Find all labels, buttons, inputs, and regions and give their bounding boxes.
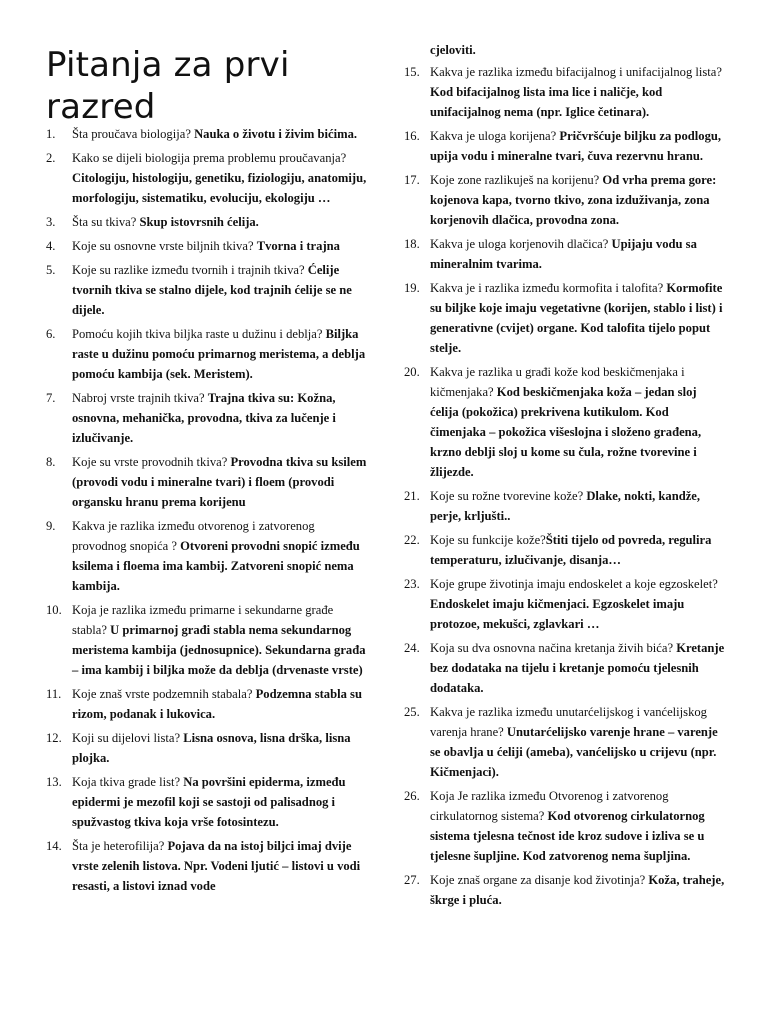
question-text: Koji su dijelovi lista? — [72, 731, 184, 745]
question-text: Koje znaš organe za disanje kod životinja? — [430, 873, 649, 887]
answer-text: Provodna tkiva su ksilem (provodi vodu i mineralne tvari) i floem (provodi organsku hranu prema korijenu — [72, 455, 367, 509]
question-number: 14. — [46, 839, 62, 853]
question-item — [404, 362, 726, 482]
question-text: Koje su vrste provodnih tkiva? — [72, 455, 231, 469]
question-item — [404, 870, 726, 910]
question-item — [404, 638, 726, 698]
answer-text: Kod otvorenog cirkulatornog sistema tjelesna tečnost ide kroz sudove i izliva se u tjelesne šupljine. Kod zatvorenog nema šupljina. — [430, 809, 705, 863]
question-item — [404, 170, 726, 230]
question-item — [46, 600, 368, 680]
question-number: 6. — [46, 327, 56, 341]
answer-text: Unutarćelijsko varenje hrane – varenje se obavlja u ćeliji (ameba), vanćelijsko u crijevu (npr. Kičmenjaci). — [430, 725, 718, 779]
question-number: 8. — [46, 455, 56, 469]
question-text: Kakva je razlika u građi kože kod beskičmenjaka i kičmenjaka? — [430, 365, 685, 399]
question-text: Koje su razlike između tvornih i trajnih tkiva? — [72, 263, 308, 277]
question-item — [46, 236, 368, 256]
question-text: Pomoću kojih tkiva biljka raste u dužinu i deblja? — [72, 327, 326, 341]
question-number: 26. — [404, 789, 420, 803]
question-number: 4. — [46, 239, 56, 253]
question-number: 24. — [404, 641, 420, 655]
question-text: Koje grupe životinja imaju endoskelet a koje egzoskelet? — [430, 577, 718, 591]
question-text: Kakva je uloga korjenovih dlačica? — [430, 237, 612, 251]
question-text: Koje su funkcije kože? — [430, 533, 546, 547]
question-text: Koje znaš vrste podzemnih stabala? — [72, 687, 256, 701]
question-item — [404, 574, 726, 634]
question-item — [404, 278, 726, 358]
question-item — [404, 234, 726, 274]
answer-text: Otvoreni provodni snopić između ksilema i floema ima kambij. Zatvoreni snopić nema kambija. — [72, 539, 360, 593]
question-number: 25. — [404, 705, 420, 719]
question-text: Koje su osnovne vrste biljnih tkiva? — [72, 239, 257, 253]
question-number: 18. — [404, 237, 420, 251]
question-text: Šta je heterofilija? — [72, 839, 168, 853]
question-number: 9. — [46, 519, 56, 533]
question-item — [404, 486, 726, 526]
question-number: 2. — [46, 151, 56, 165]
question-text: Koja je razlika između primarne i sekundarne građe stabla? — [72, 603, 334, 637]
question-item — [404, 702, 726, 782]
question-item — [404, 126, 726, 166]
answer-text: Biljka raste u dužinu pomoću primarnog meristema, a deblja pomoću kambija (sek. Meristem). — [72, 327, 366, 381]
question-number: 17. — [404, 173, 420, 187]
continuation-text: cjeloviti. — [430, 43, 476, 57]
question-item — [46, 728, 368, 768]
answer-text: Skup istovrsnih ćelija. — [139, 215, 259, 229]
question-number: 19. — [404, 281, 420, 295]
question-number: 13. — [46, 775, 62, 789]
answer-text: Kod bifacijalnog lista ima lice i naličje, kod unifacijalnog nema (npr. Iglice četinara). — [430, 85, 663, 119]
question-text: Kakva je uloga korijena? — [430, 129, 560, 143]
question-text: Koje su rožne tvorevine kože? — [430, 489, 587, 503]
question-item — [404, 530, 726, 570]
answer-text: Tvorna i trajna — [256, 239, 340, 253]
question-number: 1. — [46, 127, 56, 141]
question-text: Koja Je razlika između Otvorenog i zatvorenog cirkulatornog sistema? — [430, 789, 669, 823]
question-number: 20. — [404, 365, 420, 379]
question-number: 16. — [404, 129, 420, 143]
question-list-right — [404, 62, 726, 910]
answer-text: Od vrha prema gore: kojenova kapa, tvorno tkivo, zona izduživanja, zona korjenovih dlačica, provodna zona. — [430, 173, 717, 227]
question-item — [46, 124, 368, 144]
answer-text: Štiti tijelo od povreda, regulira temperaturu, izlučivanje, disanja… — [430, 533, 712, 567]
question-text: Kako se dijeli biologija prema problemu proučavanja? — [72, 151, 347, 165]
question-item — [404, 786, 726, 866]
question-item — [46, 836, 368, 896]
question-item — [404, 62, 726, 122]
answer-text: Lisna osnova, lisna drška, lisna plojka. — [72, 731, 351, 765]
right-column — [404, 0, 726, 914]
question-text: Koja tkiva grade list? — [72, 775, 184, 789]
question-item — [46, 324, 368, 384]
answer-text: Nauka o životu i živim bićima. — [194, 127, 358, 141]
answer-text: Pojava da na istoj biljci imaj dvije vrste zelenih listova. Npr. Vodeni ljutić – listovi u vodi resasti, a listovi iznad vode — [72, 839, 361, 893]
answer-text: Podzemna stabla su rizom, podanak i lukovica. — [72, 687, 362, 721]
answer-text: Kormofite su biljke koje imaju vegetativne (korijen, stablo i list) i generativne (cvijet) organe. Kod talofita tijelo poput stelje. — [430, 281, 723, 355]
question-number: 12. — [46, 731, 62, 745]
answer-text: Trajna tkiva su: Kožna, osnovna, mehanička, provodna, tkiva za lučenje i izlučivanje. — [72, 391, 336, 445]
question-number: 5. — [46, 263, 56, 277]
question-number: 11. — [46, 687, 62, 701]
question-number: 10. — [46, 603, 62, 617]
question-item — [46, 516, 368, 596]
answer-text: Koža, traheje, škrge i pluća. — [430, 873, 725, 907]
answer-text: U primarnoj građi stabla nema sekundarnog meristema kambija (jednosupnice). Sekundarna građa – ima kambij i biljka može da deblja (drvenaste vrste) — [72, 623, 366, 677]
answer-text: Kod beskičmenjaka koža – jedan sloj ćelija (pokožica) prekrivena kutikulom. Kod čimenjaka – pokožica višeslojna i složeno građena, krzno deblji sloj u kome su čula, rožne tvorevine i žlijezde. — [430, 385, 702, 479]
question-item — [46, 388, 368, 448]
question-text: Kakva je razlika između bifacijalnog i unifacijalnog lista? — [430, 65, 722, 79]
answer-text: Upijaju vodu sa mineralnim tvarima. — [430, 237, 697, 271]
question-text: Kakva je razlika između unutarćelijskog i vanćelijskog varenja hrane? — [430, 705, 707, 739]
question-item — [46, 452, 368, 512]
question-number: 27. — [404, 873, 420, 887]
answer-text: Ćelije tvornih tkiva se stalno dijele, kod trajnih ćelije se ne dijele. — [72, 263, 352, 317]
left-column — [46, 0, 368, 900]
question-item — [46, 212, 368, 232]
question-number: 15. — [404, 65, 420, 79]
question-number: 7. — [46, 391, 56, 405]
answer-text: Endoskelet imaju kičmenjaci. Egzoskelet imaju protozoe, mekušci, zglavkari … — [430, 597, 685, 631]
answer-text: Pričvršćuje biljku za podlogu, upija vodu i mineralne tvari, čuva rezervnu hranu. — [430, 129, 722, 163]
question-text: Kakva je i razlika između kormofita i talofita? — [430, 281, 667, 295]
question-text: Nabroj vrste trajnih tkiva? — [72, 391, 208, 405]
question-number: 3. — [46, 215, 56, 229]
question-number: 22. — [404, 533, 420, 547]
question-item — [46, 684, 368, 724]
answer-text: Dlake, nokti, kandže, perje, krljušti.. — [430, 489, 701, 523]
question-number: 21. — [404, 489, 420, 503]
answer-text: Citologiju, histologiju, genetiku, fiziologiju, anatomiju, morfologiju, sistematiku, evoluciju, ekologiju … — [72, 171, 367, 205]
question-text: Šta proučava biologija? — [72, 127, 195, 141]
question-item — [46, 772, 368, 832]
question-item — [46, 260, 368, 320]
question-text: Šta su tkiva? — [72, 215, 140, 229]
question-list-left — [46, 124, 368, 896]
page-title: Pitanja za prvi razred — [46, 45, 290, 127]
question-text: Kakva je razlika između otvorenog i zatvorenog provodnog snopića ? — [72, 519, 315, 553]
answer-text: Kretanje bez dodataka na tijelu i kretanje pomoću tjelesnih dodataka. — [430, 641, 725, 695]
answer-text: Na površini epiderma, između epidermi je mezofil koji se sastoji od palisadnog i spužvastog tkiva koja vrše fotosintezu. — [72, 775, 346, 829]
question-text: Koja su dva osnovna načina kretanja živih bića? — [430, 641, 677, 655]
question-item — [46, 148, 368, 208]
question-number: 23. — [404, 577, 420, 591]
question-text: Koje zone razlikuješ na korijenu? — [430, 173, 603, 187]
